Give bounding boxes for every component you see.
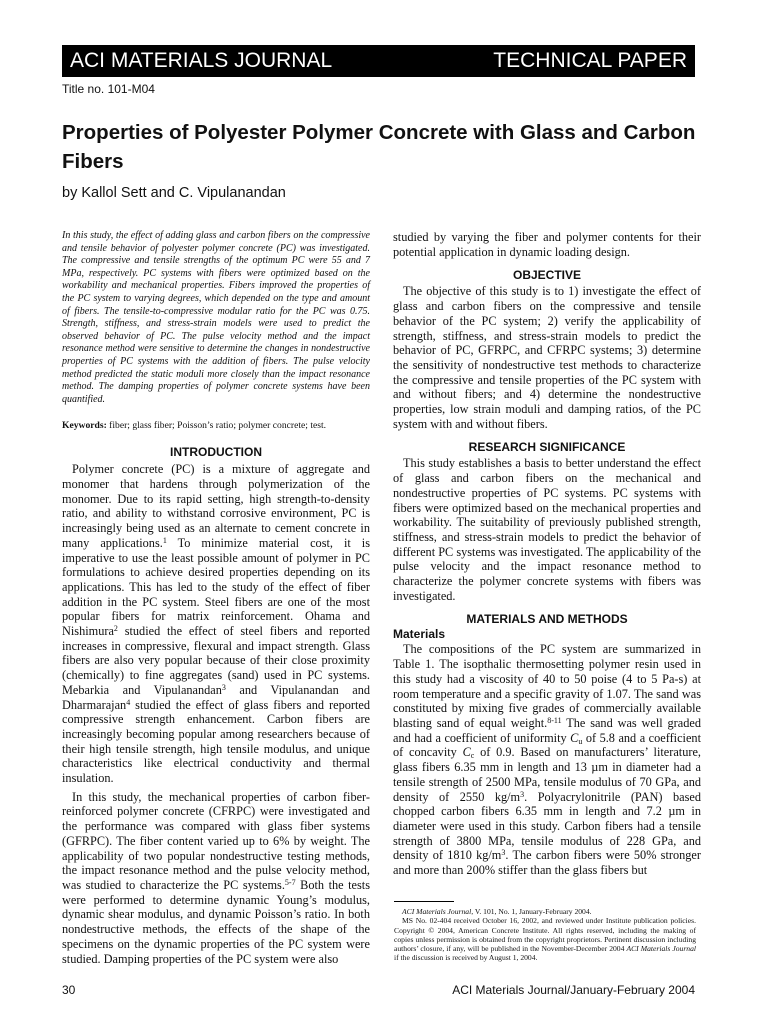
materials-subheading: Materials <box>393 627 446 642</box>
continued-text: studied by varying the fiber and polymer contents for their potential application in dynamic loading design. <box>393 230 701 259</box>
journal-banner <box>62 45 695 77</box>
authors: by Kallol Sett and C. Vipulanandan <box>62 185 286 201</box>
introduction-paragraph-2: In this study, the mechanical properties of carbon fiber-reinforced polymer concrete (CFRPC) were investigated and the performance was compared with glass fiber systems (GFRPC). The fiber content varied up to 6% by weight. The applicability of two popular nondestructive testing methods, the impact resonance method and the pulse velocity method, was studied to characterize the PC systems.$^{5-7}$ Both the tests were performed to determine dynamic Young’s modulus, dynamic shear modulus, and dynamic Poisson’s ratio. In both nondestructive methods, the effects of the shape of the specimens on the dynamic properties of the PC system were studied. Damping properties of the PC system were also <box>62 789 370 966</box>
right-column <box>393 230 701 878</box>
paper-type: TECHNICAL PAPER <box>493 49 687 72</box>
keywords-text: fiber; glass fiber; Poisson’s ratio; polymer concrete; test. <box>109 420 327 432</box>
footnote-line-2: MS No. 02-404 received October 16, 2002, and reviewed under Institute publication policies. Copyright © 2004, American Concrete Institute. All rights reserved, including the making of copies unless permission is obtained from the copyright proprietors. Pertinent discussion including authors’ closure, if any, will be published in the November-December 2004 ACI Materials Journal if the discussion is received by August 1, 2004. <box>394 916 696 963</box>
footnote-divider <box>394 901 454 902</box>
introduction-paragraph-1: Polymer concrete (PC) is a mixture of aggregate and monomer that hardens through polymerization of the monomer. Due to its rapid setting, high strength-to-density ratio, and ability to withstand corrosive environment, PC is increasingly being used as an alternate to cement concrete in many applications.$^1$ To minimize material cost, it is imperative to use the least possible amount of polymer in PC formulations to achieve desired properties depending on its applications. This has led to the study of the effect of fiber addition in the PC system. Steel fibers are one of the most popular fibers for matrix reinforcement. Ohama and Nishimura$^2$ studied the effect of steel fibers and reported increases in compressive, flexural and impact strength. Glass fibers are also very popular because of their close proximity (chemically) to fine aggregates (sand) used in PC systems. Mebarkia and Vipulanandan$^3$ and Vipulanandan and Dharmarajan$^4$ studied the effect of glass fibers and reported compressive strength enhancement. Carbon fibers are increasingly becoming popular among researchers because of their high tensile strength, high tensile modulus, and unique characteristics like electrical conductivity and thermal insulation. <box>62 462 370 786</box>
abstract: In this study, the effect of adding glass and carbon fibers on the compressive and tensile behavior of polyester polymer concrete (PC) was investigated. The compressive and tensile strengths of the optimum PC were 55 and 7 MPa, respectively. PC systems with fibers were optimized based on the workability and mechanical properties. Fibers improved the properties of the PC system to varying degrees, which depended on the type and amount of fibers. The tensile-to-compressive modular ratio for the PC was 0.75. Strength, stiffness, and stress-strain models were used to predict the observed behavior of PC. The pulse velocity method and the impact resonance method were sensitive to determine the changes in nondestructive properties of PC systems with the addition of fibers. The pulse velocity method predicted the static moduli more closely than the impact resonance method. The damping properties of polymer concrete systems have been quantified. <box>62 230 370 405</box>
objective-heading: OBJECTIVE <box>512 268 581 283</box>
research-significance-heading: RESEARCH SIGNIFICANCE <box>468 440 626 455</box>
keywords-label: Keywords: <box>62 420 107 432</box>
keywords <box>62 420 370 432</box>
left-column <box>62 230 370 966</box>
journal-issue: ACI Materials Journal/January-February 2004 <box>452 983 695 997</box>
materials-methods-heading: MATERIALS AND METHODS <box>466 612 628 627</box>
journal-name: ACI MATERIALS JOURNAL <box>70 49 333 72</box>
footnote-line-1: ACI Materials Journal, V. 101, No. 1, January-February 2004. <box>402 907 592 916</box>
introduction-heading: INTRODUCTION <box>170 445 262 460</box>
paper-title: Properties of Polyester Polymer Concrete with Glass and Carbon Fibers <box>62 121 696 173</box>
title-number: Title no. 101-M04 <box>62 82 155 96</box>
materials-text: The compositions of the PC system are summarized in Table 1. The isopthalic thermosetting polymer resin used in this study had a viscosity of 40 to 50 poise (4 to 5 Pa-s) at room temperature and a specific gravity of 1.07. The sand was constituted by mixing five grades of commercially available blasting sand of equal weight.$^{8-11}$ The sand was well graded and had a coefficient of uniformity $C_u$ of 5.8 and a coefficient of concavity $C_c$ of 0.9. Based on manufacturers’ literature, glass fibers 6.35 mm in length and 13 µm in diameter had a tensile strength of 2500 MPa, tensile modulus of 70 GPa, and density of 2550 $kg/m^3$. Polyacrylonitrile (PAN) based chopped carbon fibers 6.35 mm in length and 7.2 µm in diameter were used in this study. Carbon fibers had a tensile strength of 3800 MPa, tensile modulus of 228 GPa, and density of 1810 $kg/m^3$. The carbon fibers were 50% stronger and more than 200% stiffer than the glass fibers but <box>393 642 701 878</box>
page-number: 30 <box>62 983 76 997</box>
objective-text: The objective of this study is to 1) investigate the effect of glass and carbon fibers on the compressive and tensile behavior of the PC system; 2) verify the applicability of strength, stiffness, and stress-strain models to predict the behavior of PC, GFRPC, and CFRPC systems; 3) determine the sensitivity of nondestructive test methods to characterize the compressive and tensile properties of the PC system with and without fibers; and 4) determine the nondestructive properties, low strain moduli and damping ratios, of the PC system with and without fibers. <box>393 284 701 431</box>
research-significance-text: This study establishes a basis to better understand the effect of glass and carbon fibers on the mechanical and nondestructive properties of PC systems. PC systems with fibers were optimized based on the mechanical properties and workability. The suitability of previously published strength, stiffness, and stress-strain models to predict the behavior of different PC systems was investigated. The applicability of the pulse velocity and the impact resonance method to characterize the polymer concrete systems with fibers was investigated. <box>393 456 701 603</box>
footnote <box>394 907 696 963</box>
